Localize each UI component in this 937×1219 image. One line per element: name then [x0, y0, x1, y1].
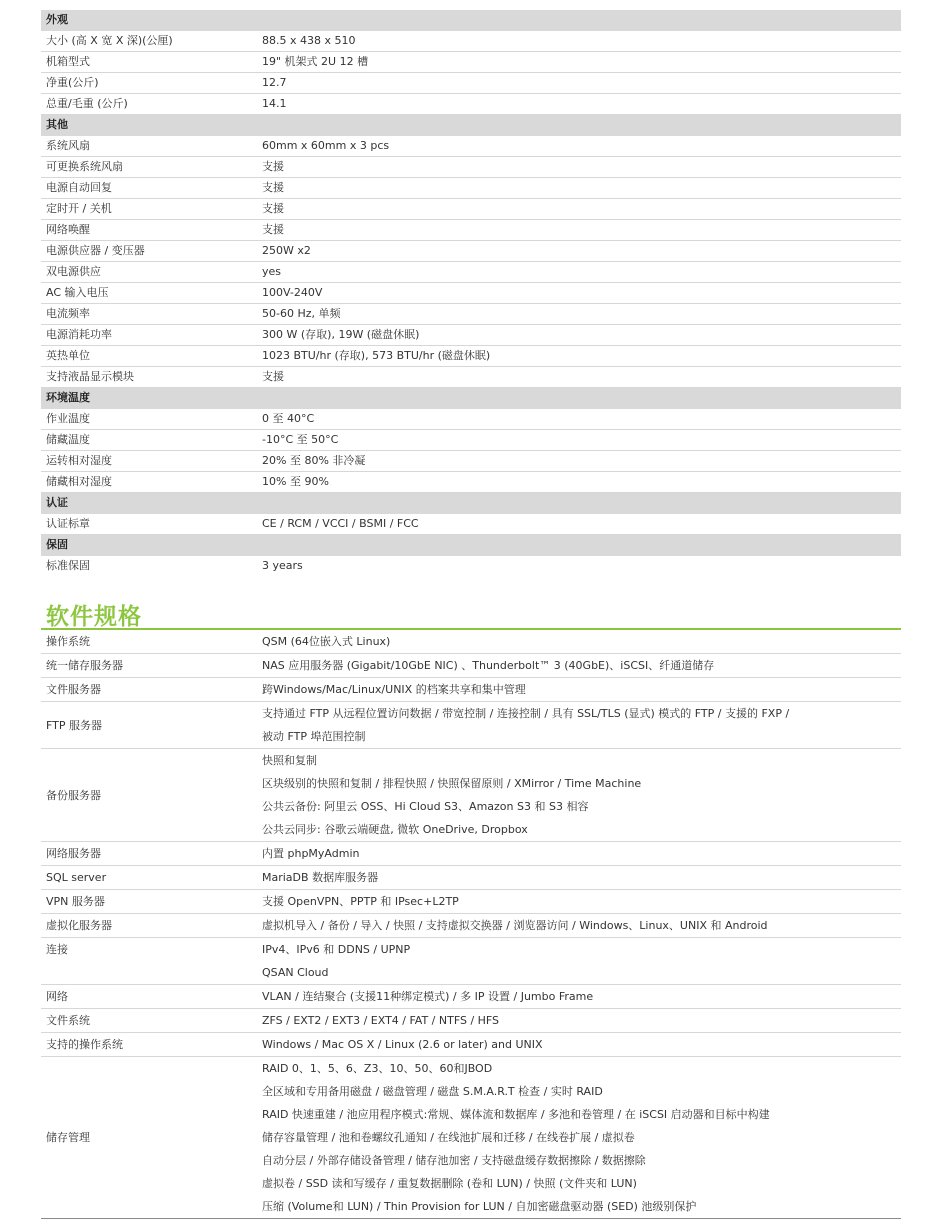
spec-value: 0 至 40°C — [257, 409, 901, 430]
spec-row — [41, 346, 901, 367]
section-header: 认证 — [41, 493, 901, 514]
section-header-row — [41, 10, 901, 31]
software-spec-value-line: 支持通过 FTP 从远程位置访问数据 / 带宽控制 / 连接控制 / 具有 SSL/TLS (显式) 模式的 FTP / 支援的 FXP / — [262, 707, 790, 720]
software-spec-value-line: RAID 快速重建 / 池应用程序模式:常规、媒体流和数据库 / 多池和卷管理 / 在 iSCSI 启动器和目标中构建 — [262, 1108, 770, 1121]
software-spec-row — [41, 678, 901, 702]
spec-row — [41, 325, 901, 346]
software-spec-value — [257, 749, 901, 842]
software-spec-row — [41, 1057, 901, 1219]
spec-value: 88.5 x 438 x 510 — [257, 31, 901, 52]
software-spec-value-line: NAS 应用服务器 (Gigabit/10GbE NIC) 、Thunderbolt™ 3 (40GbE)、iSCSI、纤通道储存 — [262, 659, 715, 672]
software-spec-label: FTP 服务器 — [41, 702, 257, 749]
section-header-row — [41, 388, 901, 409]
software-spec-label: 文件系统 — [41, 1009, 257, 1033]
software-spec-value-line: MariaDB 数据库服务器 — [262, 871, 379, 884]
spec-label: 电源消耗功率 — [41, 325, 257, 346]
spec-row — [41, 472, 901, 493]
software-spec-label: 统一储存服务器 — [41, 654, 257, 678]
software-spec-label: 备份服务器 — [41, 749, 257, 842]
spec-label: 系统风扇 — [41, 136, 257, 157]
section-header: 保固 — [41, 535, 901, 556]
section-header-row — [41, 115, 901, 136]
software-spec-value-line: 被动 FTP 埠范围控制 — [262, 730, 366, 743]
spec-row — [41, 94, 901, 115]
spec-value: yes — [257, 262, 901, 283]
software-spec-label: VPN 服务器 — [41, 890, 257, 914]
spec-label: 储藏温度 — [41, 430, 257, 451]
spec-row — [41, 199, 901, 220]
software-spec-row — [41, 749, 901, 842]
software-spec-value-line: VLAN / 连结聚合 (支援11种绑定模式) / 多 IP 设置 / Jumbo Frame — [262, 990, 594, 1003]
spec-row — [41, 73, 901, 94]
spec-value: 1023 BTU/hr (存取), 573 BTU/hr (磁盘休眠) — [257, 346, 901, 367]
hardware-spec-table-container — [41, 10, 901, 576]
spec-row — [41, 136, 901, 157]
software-spec-value-line: 压缩 (Volume和 LUN) / Thin Provision for LUN / 自加密磁盘驱动器 (SED) 池级别保护 — [262, 1200, 697, 1213]
software-spec-value-line: 区块级别的快照和复制 / 排程快照 / 快照保留原则 / XMirror / Time Machine — [262, 777, 642, 790]
spec-row — [41, 430, 901, 451]
spec-label: 净重(公斤) — [41, 73, 257, 94]
software-spec-row — [41, 985, 901, 1009]
spec-row — [41, 556, 901, 577]
spec-label: 支持液晶显示模块 — [41, 367, 257, 388]
software-spec-value — [257, 654, 901, 678]
software-spec-row — [41, 630, 901, 654]
spec-label: 双电源供应 — [41, 262, 257, 283]
spec-row — [41, 409, 901, 430]
software-spec-value-line: QSM (64位嵌入式 Linux) — [262, 635, 391, 648]
spec-row — [41, 514, 901, 535]
spec-value: 19" 机架式 2U 12 槽 — [257, 52, 901, 73]
software-spec-label: 储存管理 — [41, 1057, 257, 1219]
software-spec-value — [257, 914, 901, 938]
software-spec-row — [41, 938, 901, 985]
spec-label: 总重/毛重 (公斤) — [41, 94, 257, 115]
spec-row — [41, 304, 901, 325]
software-spec-row — [41, 702, 901, 749]
software-spec-value-line: 快照和复制 — [262, 754, 317, 767]
software-spec-value — [257, 866, 901, 890]
software-spec-value — [257, 702, 901, 749]
spec-label: 储藏相对湿度 — [41, 472, 257, 493]
spec-row — [41, 220, 901, 241]
spec-label: 标准保固 — [46, 559, 90, 572]
section-header: 其他 — [41, 115, 901, 136]
section-header-row — [41, 493, 901, 514]
software-spec-table — [41, 630, 901, 1219]
software-spec-value-line: 虚拟卷 / SSD 读和写缓存 / 重复数据删除 (卷和 LUN) / 快照 (文件夹和 LUN) — [262, 1177, 637, 1190]
spec-row — [41, 367, 901, 388]
spec-label: 作业温度 — [41, 409, 257, 430]
spec-label: 电源供应器 / 变压器 — [41, 241, 257, 262]
software-spec-value — [257, 1033, 901, 1057]
spec-row — [41, 451, 901, 472]
software-spec-row — [41, 842, 901, 866]
spec-label: AC 输入电压 — [41, 283, 257, 304]
software-spec-row — [41, 866, 901, 890]
spec-value: -10°C 至 50°C — [257, 430, 901, 451]
spec-label: 大小 (高 X 宽 X 深)(公厘) — [41, 31, 257, 52]
spec-label: 运转相对湿度 — [41, 451, 257, 472]
spec-row — [41, 157, 901, 178]
software-spec-value — [257, 938, 901, 985]
section-header: 环境温度 — [41, 388, 901, 409]
software-spec-label: 操作系统 — [41, 630, 257, 654]
spec-value: 50-60 Hz, 单频 — [257, 304, 901, 325]
spec-value: 支援 — [257, 178, 901, 199]
software-spec-label: 连接 — [41, 938, 257, 985]
spec-label: 英热单位 — [41, 346, 257, 367]
software-spec-value-line: 虚拟机导入 / 备份 / 导入 / 快照 / 支持虚拟交换器 / 浏览器访问 / Windows、Linux、UNIX 和 Android — [262, 919, 768, 932]
software-spec-value-line: 公共云同步: 谷歌云端硬盘, 微软 OneDrive, Dropbox — [262, 823, 528, 836]
spec-value: 支援 — [257, 220, 901, 241]
software-spec-label: 网络服务器 — [41, 842, 257, 866]
software-spec-value — [257, 1009, 901, 1033]
spec-value: 12.7 — [257, 73, 901, 94]
spec-value: 14.1 — [257, 94, 901, 115]
software-spec-value-line: ZFS / EXT2 / EXT3 / EXT4 / FAT / NTFS / HFS — [262, 1014, 500, 1027]
software-spec-label: 虚拟化服务器 — [41, 914, 257, 938]
software-spec-value-line: 内置 phpMyAdmin — [262, 847, 360, 860]
software-spec-value — [257, 630, 901, 654]
spec-value: 20% 至 80% 非冷凝 — [257, 451, 901, 472]
spec-value: 10% 至 90% — [257, 472, 901, 493]
software-spec-value — [257, 890, 901, 914]
spec-value: 300 W (存取), 19W (磁盘休眠) — [257, 325, 901, 346]
software-spec-value — [257, 1057, 901, 1219]
spec-label: 定时开 / 关机 — [41, 199, 257, 220]
software-spec-value-line: 储存容量管理 / 池和卷螺纹孔通知 / 在线池扩展和迁移 / 在线卷扩展 / 虚拟卷 — [262, 1131, 635, 1144]
software-spec-value — [257, 678, 901, 702]
software-spec-value-line: 自动分层 / 外部存储设备管理 / 储存池加密 / 支持磁盘缓存数据擦除 / 数据擦除 — [262, 1154, 646, 1167]
software-spec-label: 网络 — [41, 985, 257, 1009]
software-spec-value-line: IPv4、IPv6 和 DDNS / UPNP — [262, 943, 411, 956]
software-spec-value-line: 公共云备份: 阿里云 OSS、Hi Cloud S3、Amazon S3 和 S3 相容 — [262, 800, 589, 813]
software-spec-value-line: QSAN Cloud — [262, 966, 329, 979]
spec-row — [41, 283, 901, 304]
spec-value: CE / RCM / VCCI / BSMI / FCC — [257, 514, 901, 535]
software-spec-value-line: 支援 OpenVPN、PPTP 和 IPsec+L2TP — [262, 895, 459, 908]
software-spec-label: SQL server — [41, 866, 257, 890]
software-spec-title: 软件规格 — [46, 604, 142, 630]
spec-label: 机箱型式 — [41, 52, 257, 73]
spec-value: 支援 — [257, 367, 901, 388]
spec-row — [41, 31, 901, 52]
spec-value: 支援 — [257, 199, 901, 220]
software-spec-row — [41, 890, 901, 914]
spec-label: 网络唤醒 — [41, 220, 257, 241]
software-spec-value-line: RAID 0、1、5、6、Z3、10、50、60和JBOD — [262, 1062, 493, 1075]
spec-label: 电流频率 — [41, 304, 257, 325]
section-header-row — [41, 535, 901, 556]
spec-value: 3 years — [262, 559, 303, 572]
spec-label: 电源自动回复 — [41, 178, 257, 199]
software-spec-value-line: Windows / Mac OS X / Linux (2.6 or later) and UNIX — [262, 1038, 543, 1051]
software-spec-value — [257, 985, 901, 1009]
software-spec-label: 支持的操作系统 — [41, 1033, 257, 1057]
section-header: 外观 — [41, 10, 901, 31]
hardware-spec-table — [41, 10, 901, 576]
spec-row — [41, 178, 901, 199]
spec-label: 认证标章 — [41, 514, 257, 535]
software-spec-row — [41, 1033, 901, 1057]
spec-value: 100V-240V — [257, 283, 901, 304]
software-spec-label: 文件服务器 — [41, 678, 257, 702]
spec-value: 60mm x 60mm x 3 pcs — [257, 136, 901, 157]
spec-value: 支援 — [257, 157, 901, 178]
software-spec-row — [41, 914, 901, 938]
software-spec-value-line: 跨Windows/Mac/Linux/UNIX 的档案共享和集中管理 — [262, 683, 526, 696]
spec-row — [41, 241, 901, 262]
software-spec-table-container — [41, 630, 901, 1219]
software-spec-value-line: 全区域和专用备用磁盘 / 磁盘管理 / 磁盘 S.M.A.R.T 检查 / 实时 RAID — [262, 1085, 603, 1098]
spec-value: 250W x2 — [257, 241, 901, 262]
spec-row — [41, 52, 901, 73]
spec-row — [41, 262, 901, 283]
spec-label: 可更换系统风扇 — [41, 157, 257, 178]
software-spec-row — [41, 654, 901, 678]
software-spec-row — [41, 1009, 901, 1033]
software-spec-value — [257, 842, 901, 866]
